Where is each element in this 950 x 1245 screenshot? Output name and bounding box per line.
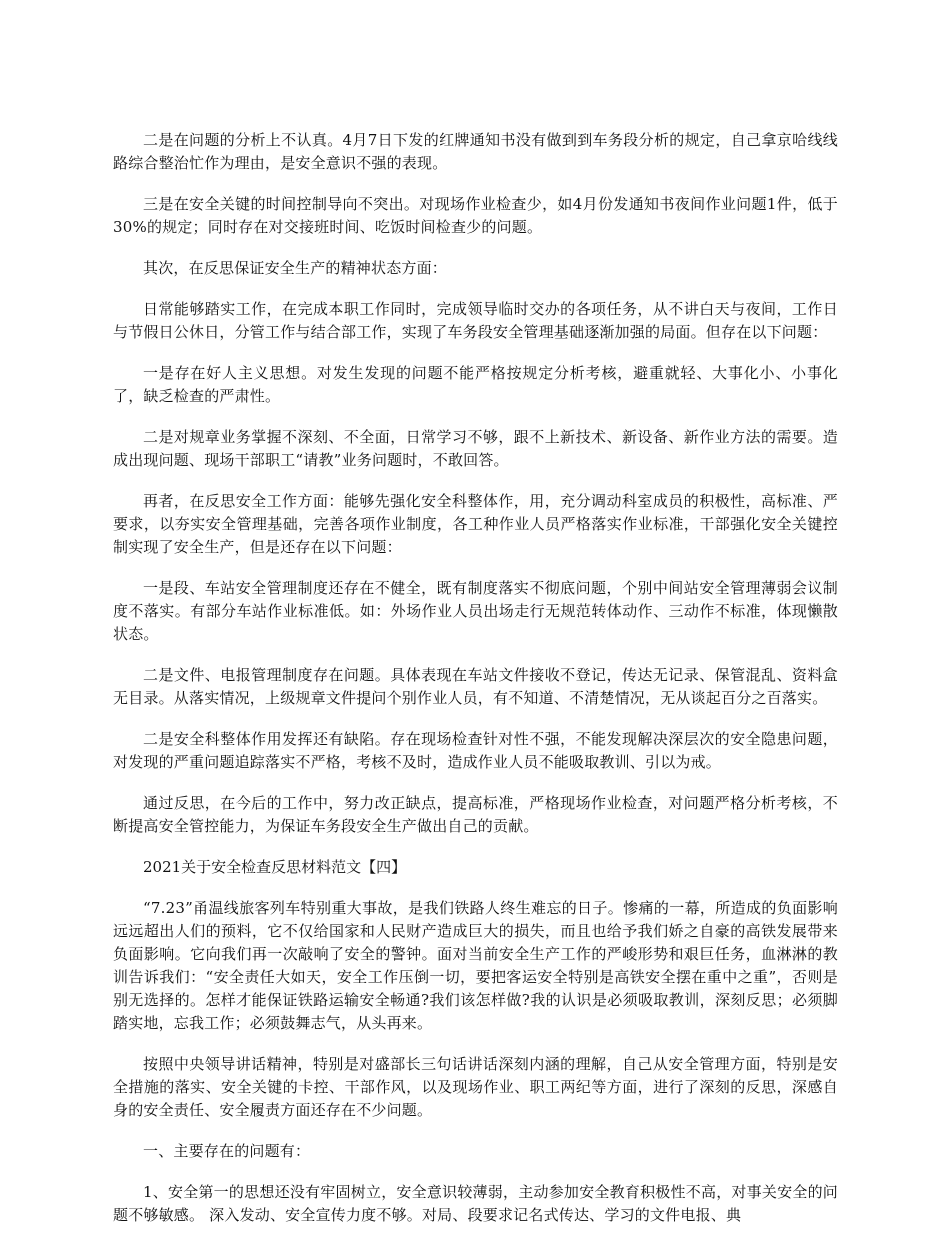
paragraph-daily-work: 日常能够踏实工作，在完成本职工作同时，完成领导临时交办的各项任务，从不讲白天与夜间，工作日与节假日公休日，分管工作与结合部工作，实现了车务段安全管理基础逐渐加强的局面。但存在以下问题： (113, 300, 838, 341)
paragraph-system-issue: 一是段、车站安全管理制度还存在不健全，既有制度落实不彻底问题，个别中间站安全管理薄弱会议制度不落实。有部分车站作业标准低。如：外场作业人员出场走行无规范转体动作、三动作不标准，体现懒散状态。 (113, 579, 838, 643)
paragraph-team-role-issue: 二是安全科整体作用发挥还有缺陷。存在现场检查针对性不强，不能发现解决深层次的安全隐患问题，对发现的严重问题追踪落实不严格，考核不及时，造成作业人员不能吸取教训、引以为戒。 (113, 730, 838, 771)
paragraph-rules-mastery-issue: 二是对规章业务掌握不深刻、不全面，日常学习不够，跟不上新技术、新设备、新作业方法的需要。造成出现问题、现场干部职工“请教”业务问题时，不敢回答。 (113, 428, 838, 469)
paragraph-main-problems-heading: 一、主要存在的问题有： (143, 1142, 311, 1160)
paragraph-leadership-spirit: 按照中央领导讲话精神，特别是对盛部长三句话讲话深刻内涵的理解，自己从安全管理方面，特别是安全措施的落实、安全关键的卡控、干部作风，以及现场作业、职工两纪等方面，进行了深刻的反思，深感自身的安全责任、安全履责方面还存在不少问题。 (113, 1055, 838, 1119)
paragraph-time-control-issue: 三是在安全关键的时间控制导向不突出。对现场作业检查少，如4月份发通知书夜间作业问题1件，低于30%的规定；同时存在对交接班时间、吃饭时间检查少的问题。 (113, 195, 838, 236)
paragraph-safety-work-reflection: 再者，在反思安全工作方面：能够先强化安全科整体作，用，充分调动科室成员的积极性，高标准、严要求，以夯实安全管理基础，完善各项作业制度，各工种作业人员严格落实作业标准，干部强化安全关键控制实现了安全生产，但是还存在以下问题： (113, 492, 838, 556)
document-body (113, 129, 838, 1245)
paragraph-problem-1: 1、安全第一的思想还没有牢固树立，安全意识较薄弱，主动参加安全教育积极性不高，对事关安全的问题不够敏感。 深入发动、安全宣传力度不够。对局、段要求记名式传达、学习的文件电报、典 (113, 1183, 838, 1224)
paragraph-conclusion: 通过反思，在今后的工作中，努力改正缺点，提高标准，严格现场作业检查，对问题严格分析考核，不断提高安全管控能力，为保证车务段安全生产做出自己的贡献。 (113, 794, 838, 835)
section-title: 2021关于安全检查反思材料范文【四】 (143, 858, 407, 876)
paragraph-document-management-issue: 二是文件、电报管理制度存在问题。具体表现在车站文件接收不登记，传达无记录、保管混乱、资料盒无目录。从落实情况，上级规章文件提问个别作业人员，有不知道、不清楚情况，无从谈起百分之百落实。 (113, 666, 838, 707)
paragraph-analysis-issue: 二是在问题的分析上不认真。4月7日下发的红牌通知书没有做到到车务段分析的规定，自己拿京哈线线路综合整治忙作为理由，是安全意识不强的表现。 (113, 131, 838, 172)
paragraph-spirit-heading: 其次，在反思保证安全生产的精神状态方面： (143, 259, 448, 277)
paragraph-accident-reflection: “7.23”甬温线旅客列车特别重大事故，是我们铁路人终生难忘的日子。惨痛的一幕，所造成的负面影响远远超出人们的预料，它不仅给国家和人民财产造成巨大的损失，而且也给予我们娇之自豪的高铁发展带来负面影响。它向我们再一次敲响了安全的警钟。面对当前安全生产工作的严峻形势和艰巨任务，血淋淋的教训告诉我们：“安全责任大如天，安全工作压倒一切，要把客运安全特别是高铁安全摆在重中之重”，否则是别无选择的。怎样才能保证铁路运输安全畅通?我们该怎样做?我的认识是必须吸取教训，深刻反思；必须脚踏实地，忘我工作；必须鼓舞志气，从头再来。 (113, 899, 838, 1032)
paragraph-good-man-issue: 一是存在好人主义思想。对发生发现的问题不能严格按规定分析考核，避重就轻、大事化小、小事化了，缺乏检查的严肃性。 (113, 364, 838, 405)
